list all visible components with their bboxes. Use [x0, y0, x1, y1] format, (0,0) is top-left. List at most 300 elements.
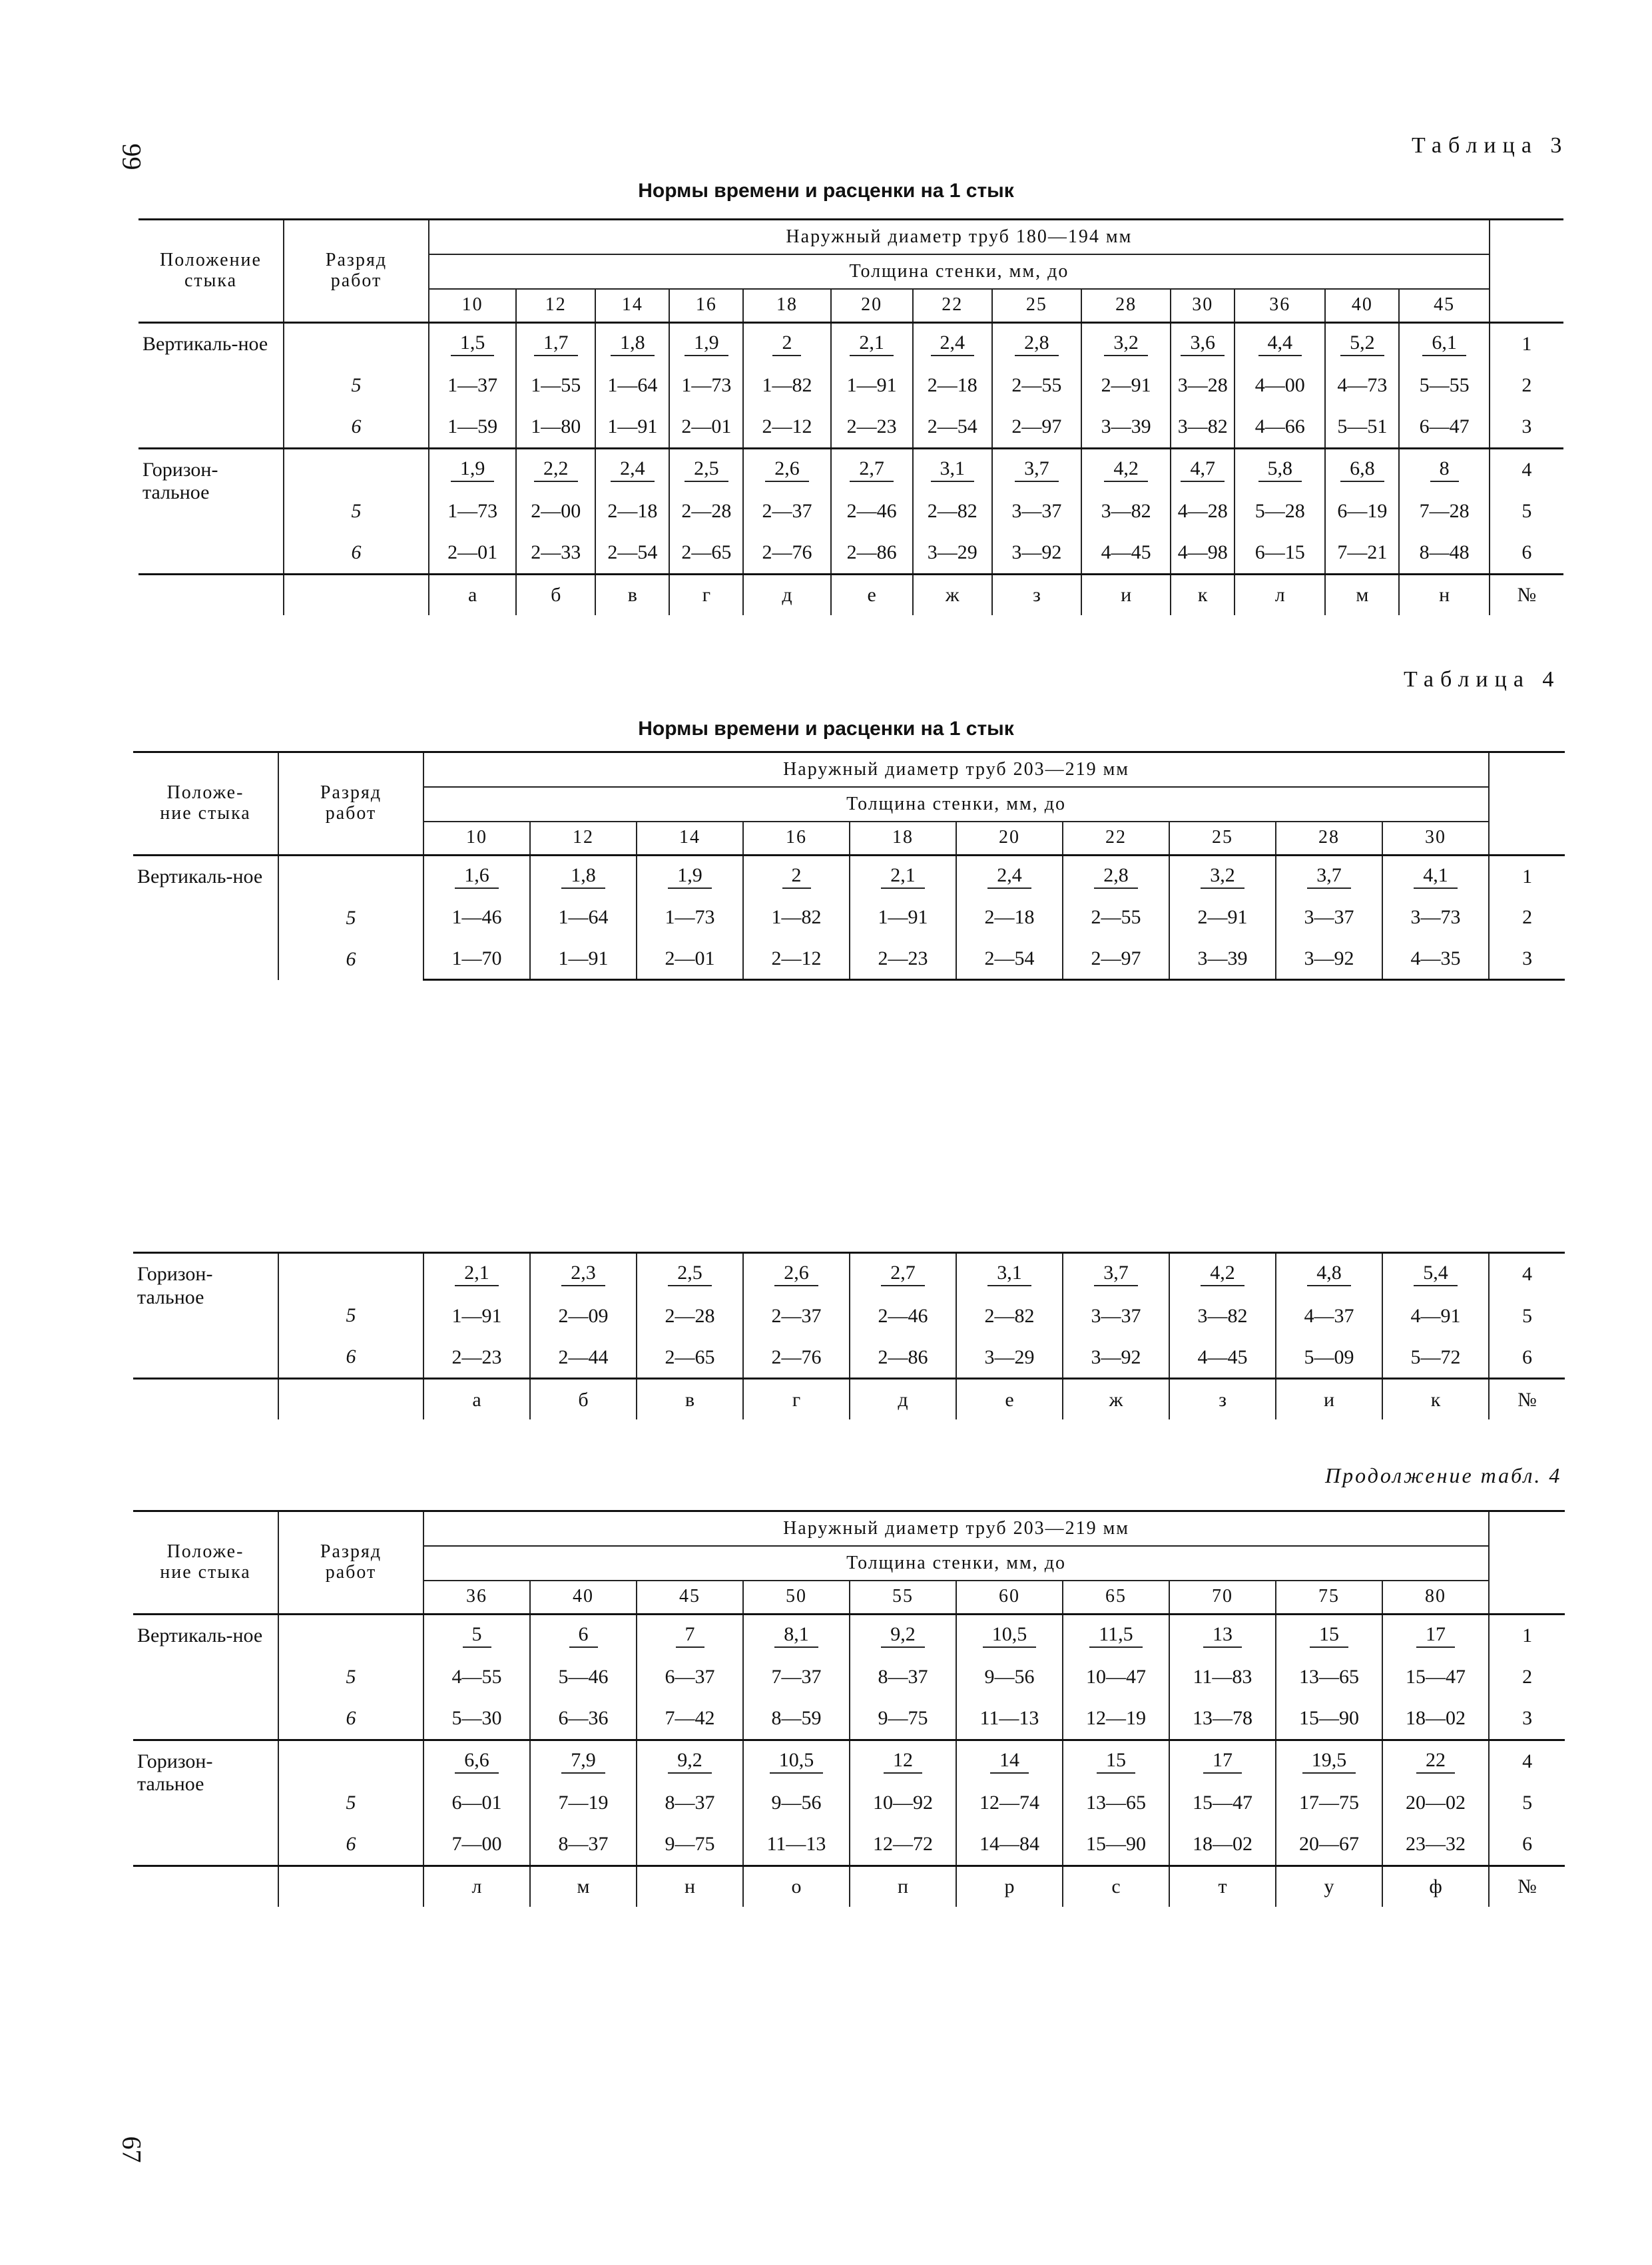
cell-value: 6—15	[1254, 541, 1305, 564]
cell-value: 2—54	[984, 947, 1035, 969]
value-cell	[637, 855, 743, 897]
cell-value: 11—13	[979, 1707, 1039, 1730]
value-cell	[1235, 490, 1325, 532]
rank-value: 6	[351, 415, 362, 437]
value-cell	[1171, 322, 1235, 364]
value-cell	[637, 1614, 743, 1656]
cell-value: 4—73	[1337, 374, 1388, 396]
cell-value: 1,9	[685, 332, 728, 356]
cell-value: 1—91	[607, 415, 658, 438]
table-row	[133, 1740, 1565, 1782]
value-cell	[1081, 322, 1171, 364]
value-cell	[1063, 1740, 1169, 1782]
table-3	[138, 218, 1563, 615]
value-cell	[1325, 448, 1399, 490]
value-cell	[831, 532, 913, 574]
value-cell	[743, 1614, 850, 1656]
cell-value: 2,8	[1094, 864, 1138, 889]
value-cell	[1169, 938, 1276, 980]
cell-value: 5,8	[1258, 457, 1302, 482]
cell-value: 13	[1203, 1623, 1242, 1648]
cell-value: 7—19	[558, 1792, 609, 1814]
thickness-column: 75	[1276, 1581, 1382, 1614]
value-cell	[429, 406, 516, 448]
rank-cell	[278, 1614, 423, 1740]
cell-value: 1—82	[771, 906, 822, 929]
value-cell	[1081, 406, 1171, 448]
thickness-column: 45	[637, 1581, 743, 1614]
row-number: 2	[1489, 1656, 1565, 1698]
cell-value: 2,4	[611, 457, 655, 482]
cell-value: 12—74	[979, 1792, 1039, 1814]
row-number: 6	[1489, 1337, 1565, 1379]
cell-value: 2—18	[927, 374, 977, 396]
cell-value: 18—02	[1193, 1833, 1252, 1856]
cell-value: 2,8	[1015, 332, 1059, 356]
value-cell	[1169, 1253, 1276, 1295]
cell-value: 23—32	[1406, 1833, 1466, 1856]
cell-value: 3,1	[931, 457, 975, 482]
value-cell	[423, 1337, 530, 1379]
cell-value: 4,2	[1201, 1262, 1244, 1286]
cell-value: 8—48	[1419, 541, 1470, 564]
cell-value: 2—37	[762, 500, 812, 522]
value-cell	[1276, 1253, 1382, 1295]
cell-value: 13—65	[1299, 1666, 1359, 1688]
cell-value: 7—28	[1419, 500, 1470, 522]
value-cell	[1325, 364, 1399, 406]
cell-value: 8—59	[771, 1707, 822, 1730]
row-number: 3	[1489, 1698, 1565, 1740]
thickness-column: 50	[743, 1581, 850, 1614]
cell-value: 7—42	[665, 1707, 715, 1730]
cell-value: 5—46	[558, 1666, 609, 1688]
table-4-continuation	[133, 1510, 1565, 1907]
thickness-column: 55	[850, 1581, 956, 1614]
value-cell	[1382, 938, 1489, 980]
column-letter: з	[1169, 1379, 1276, 1420]
value-cell	[1169, 1698, 1276, 1740]
header-diameter: Наружный диаметр труб 203—219 мм	[423, 1511, 1489, 1547]
cell-value: 2—76	[771, 1346, 822, 1368]
thickness-column: 14	[595, 289, 669, 322]
value-cell	[992, 406, 1081, 448]
value-cell	[1325, 490, 1399, 532]
value-cell	[1081, 448, 1171, 490]
value-cell	[669, 406, 743, 448]
cell-value: 1—82	[762, 374, 812, 396]
cell-value: 1—91	[451, 1304, 502, 1327]
cell-value: 7—21	[1337, 541, 1388, 564]
cell-value: 2,4	[987, 864, 1031, 889]
column-letter: у	[1276, 1866, 1382, 1907]
letters-blank	[278, 1379, 423, 1420]
cell-value: 3—92	[1091, 1346, 1141, 1368]
column-letter: в	[595, 574, 669, 615]
cell-value: 1—70	[451, 947, 502, 969]
row-number: 5	[1489, 1295, 1565, 1337]
rank-value: 5	[346, 1665, 356, 1688]
value-cell	[956, 855, 1063, 897]
table-4-horizontal-body	[133, 1253, 1565, 1379]
cell-value: 1—55	[531, 374, 581, 396]
cell-value: 15—47	[1193, 1792, 1252, 1814]
value-cell	[1382, 1614, 1489, 1656]
header-thickness: Толщина стенки, мм, до	[423, 787, 1489, 822]
cell-value: 12	[884, 1749, 922, 1774]
row-number: 5	[1490, 490, 1563, 532]
value-cell	[1171, 448, 1235, 490]
cell-value: 5—51	[1337, 415, 1388, 438]
rank-value	[279, 1741, 423, 1782]
value-cell	[1063, 1337, 1169, 1379]
value-cell	[1235, 364, 1325, 406]
cell-value: 2—97	[1091, 947, 1141, 969]
cell-value: 4—45	[1101, 541, 1151, 564]
column-letter: в	[637, 1379, 743, 1420]
value-cell	[530, 1614, 637, 1656]
continuation-label: Продолжение табл. 4	[1325, 1463, 1562, 1487]
cell-value: 3—29	[984, 1346, 1035, 1368]
value-cell	[743, 490, 830, 532]
thickness-column: 45	[1399, 289, 1489, 322]
row-number: 5	[1489, 1782, 1565, 1824]
cell-value: 2—97	[1011, 415, 1062, 438]
value-cell	[669, 490, 743, 532]
thickness-column: 80	[1382, 1581, 1489, 1614]
value-cell	[1382, 1253, 1489, 1295]
cell-value: 4—00	[1254, 374, 1305, 396]
cell-value: 2—65	[681, 541, 732, 564]
table-3-body	[138, 322, 1563, 574]
value-cell	[743, 897, 850, 939]
cell-value: 9—75	[665, 1833, 715, 1856]
value-cell	[516, 532, 595, 574]
value-cell	[423, 1698, 530, 1740]
header-thickness: Толщина стенки, мм, до	[429, 254, 1490, 289]
value-cell	[743, 364, 830, 406]
cell-value: 3,7	[1015, 457, 1059, 482]
thickness-column: 65	[1063, 1581, 1169, 1614]
cell-value: 8—37	[665, 1792, 715, 1814]
value-cell	[1169, 1782, 1276, 1824]
cell-value: 3,7	[1307, 864, 1351, 889]
column-letter: г	[743, 1379, 850, 1420]
value-cell	[850, 1698, 956, 1740]
rank-value	[284, 449, 428, 491]
column-letter: а	[423, 1379, 530, 1420]
value-cell	[743, 532, 830, 574]
value-cell	[1399, 406, 1489, 448]
value-cell	[743, 1337, 850, 1379]
value-cell	[595, 322, 669, 364]
column-letter: и	[1276, 1379, 1382, 1420]
row-number: 6	[1490, 532, 1563, 574]
value-cell	[595, 532, 669, 574]
value-cell	[850, 1295, 956, 1337]
column-letter: ф	[1382, 1866, 1489, 1907]
cell-value: 2—54	[927, 415, 977, 438]
cell-value: 20—67	[1299, 1833, 1359, 1856]
position-cell: Горизон-тальное	[133, 1253, 278, 1379]
value-cell	[423, 1614, 530, 1656]
rank-value: 6	[346, 1706, 356, 1729]
cell-value: 6—01	[451, 1792, 502, 1814]
cell-value: 4,1	[1414, 864, 1458, 889]
letters-blank	[138, 574, 284, 615]
cell-value: 2—00	[531, 500, 581, 522]
cell-value: 18—02	[1406, 1707, 1466, 1730]
value-cell	[1276, 1698, 1382, 1740]
cell-value: 2—23	[878, 947, 928, 969]
value-cell	[913, 532, 992, 574]
value-cell	[1382, 1295, 1489, 1337]
value-cell	[1399, 490, 1489, 532]
value-cell	[530, 855, 637, 897]
cell-value: 2,5	[685, 457, 728, 482]
cell-value: 1—73	[665, 906, 715, 929]
thickness-column: 16	[669, 289, 743, 322]
value-cell	[956, 1253, 1063, 1295]
cell-value: 5,4	[1414, 1262, 1458, 1286]
cell-value: 2,3	[561, 1262, 605, 1286]
cell-value: 2—18	[607, 500, 658, 522]
thickness-column: 12	[530, 822, 637, 855]
value-cell	[1382, 1824, 1489, 1866]
value-cell	[956, 938, 1063, 980]
cell-value: 3—29	[927, 541, 977, 564]
value-cell	[1325, 532, 1399, 574]
value-cell	[992, 322, 1081, 364]
cell-value: 3—37	[1011, 500, 1062, 522]
value-cell	[669, 364, 743, 406]
thickness-column: 28	[1276, 822, 1382, 855]
cell-value: 7—00	[451, 1833, 502, 1856]
value-cell	[1276, 1614, 1382, 1656]
column-letter: б	[530, 1379, 637, 1420]
value-cell	[637, 938, 743, 980]
value-cell	[1169, 1295, 1276, 1337]
column-letter: м	[1325, 574, 1399, 615]
cell-value: 2,2	[534, 457, 578, 482]
value-cell	[423, 1295, 530, 1337]
cell-value: 2—46	[846, 500, 897, 522]
rank-value	[279, 856, 423, 897]
value-cell	[1169, 897, 1276, 939]
cell-value: 4—28	[1177, 500, 1228, 522]
value-cell	[1063, 1656, 1169, 1698]
thickness-column: 40	[1325, 289, 1399, 322]
number-label: №	[1490, 574, 1563, 615]
cell-value: 10,5	[770, 1749, 824, 1774]
value-cell	[850, 938, 956, 980]
position-cell: Горизон-тальное	[133, 1740, 278, 1866]
header-num-blank	[1489, 752, 1565, 856]
cell-value: 6—47	[1419, 415, 1470, 438]
value-cell	[1325, 322, 1399, 364]
value-cell	[956, 897, 1063, 939]
value-cell	[637, 897, 743, 939]
value-cell	[1399, 448, 1489, 490]
table-4-continuation-body	[133, 1614, 1565, 1866]
cell-value: 2—12	[771, 947, 822, 969]
letters-blank	[133, 1379, 278, 1420]
value-cell	[637, 1698, 743, 1740]
cell-value: 15	[1097, 1749, 1135, 1774]
value-cell	[1235, 532, 1325, 574]
cell-value: 1—80	[531, 415, 581, 438]
page-number-bottom: 67	[117, 2136, 147, 2163]
cell-value: 2—82	[927, 500, 977, 522]
value-cell	[530, 897, 637, 939]
column-letter: т	[1169, 1866, 1276, 1907]
cell-value: 1—73	[447, 500, 498, 522]
cell-value: 2—01	[681, 415, 732, 438]
value-cell	[530, 1295, 637, 1337]
value-cell	[1171, 490, 1235, 532]
value-cell	[1382, 1337, 1489, 1379]
row-number: 4	[1489, 1253, 1565, 1295]
value-cell	[1276, 1824, 1382, 1866]
cell-value: 14	[990, 1749, 1029, 1774]
thickness-column: 30	[1171, 289, 1235, 322]
cell-value: 2—54	[607, 541, 658, 564]
value-cell	[1276, 1782, 1382, 1824]
rank-stack	[279, 856, 423, 980]
value-cell	[637, 1295, 743, 1337]
rank-stack	[279, 1254, 423, 1378]
cell-value: 2—09	[558, 1304, 609, 1327]
column-letter: ж	[913, 574, 992, 615]
cell-value: 6,1	[1422, 332, 1466, 356]
row-number: 4	[1489, 1740, 1565, 1782]
value-cell	[1399, 322, 1489, 364]
cell-value: 2,1	[850, 332, 894, 356]
value-cell	[423, 1656, 530, 1698]
cell-value: 7,9	[561, 1749, 605, 1774]
value-cell	[530, 1656, 637, 1698]
value-cell	[530, 1698, 637, 1740]
table-row	[138, 448, 1563, 490]
value-cell	[516, 406, 595, 448]
row-number: 4	[1490, 448, 1563, 490]
cell-value: 5—28	[1254, 500, 1305, 522]
table-4-horizontal	[133, 1252, 1565, 1419]
header-thickness: Толщина стенки, мм, до	[423, 1546, 1489, 1581]
value-cell	[956, 1295, 1063, 1337]
value-cell	[992, 448, 1081, 490]
table-4	[133, 751, 1565, 981]
value-cell	[850, 1824, 956, 1866]
cell-value: 8—37	[558, 1833, 609, 1856]
number-label: №	[1489, 1379, 1565, 1420]
thickness-column: 25	[1169, 822, 1276, 855]
rank-cell	[278, 1740, 423, 1866]
rank-cell	[278, 855, 423, 980]
thickness-column: 20	[831, 289, 913, 322]
value-cell	[669, 532, 743, 574]
cell-value: 6—37	[665, 1666, 715, 1688]
value-cell	[1063, 1614, 1169, 1656]
column-letter: г	[669, 574, 743, 615]
value-cell	[743, 448, 830, 490]
value-cell	[530, 938, 637, 980]
value-cell	[913, 448, 992, 490]
cell-value: 1,9	[451, 457, 495, 482]
cell-value: 4,8	[1307, 1262, 1351, 1286]
value-cell	[743, 1824, 850, 1866]
cell-value: 6	[569, 1623, 598, 1648]
value-cell	[429, 448, 516, 490]
rank-value: 6	[346, 947, 356, 970]
thickness-column: 30	[1382, 822, 1489, 855]
column-letters	[138, 574, 1563, 615]
number-label: №	[1489, 1866, 1565, 1907]
value-cell	[429, 364, 516, 406]
rank-cell	[284, 322, 429, 448]
thickness-column: 18	[850, 822, 956, 855]
cell-value: 9,2	[668, 1749, 712, 1774]
cell-value: 4,2	[1104, 457, 1148, 482]
thickness-column: 22	[1063, 822, 1169, 855]
value-cell	[743, 1740, 850, 1782]
cell-value: 4,7	[1181, 457, 1225, 482]
rank-stack	[284, 449, 428, 573]
value-cell	[850, 1614, 956, 1656]
value-cell	[1169, 1337, 1276, 1379]
value-cell	[1325, 406, 1399, 448]
table-row	[138, 322, 1563, 364]
rank-cell	[278, 1253, 423, 1379]
rank-value	[279, 1254, 423, 1295]
rank-value: 5	[351, 374, 362, 396]
column-letter: б	[516, 574, 595, 615]
value-cell	[530, 1740, 637, 1782]
cell-value: 3—82	[1197, 1304, 1248, 1327]
cell-value: 3—37	[1304, 906, 1354, 929]
rank-value: 6	[346, 1346, 356, 1368]
thickness-column: 28	[1081, 289, 1171, 322]
value-cell	[423, 1740, 530, 1782]
cell-value: 2,4	[931, 332, 975, 356]
value-cell	[913, 406, 992, 448]
cell-value: 5,2	[1340, 332, 1384, 356]
rank-value: 5	[346, 1791, 356, 1814]
cell-value: 2—55	[1011, 374, 1062, 396]
cell-value: 3,7	[1094, 1262, 1138, 1286]
cell-value: 1—91	[846, 374, 897, 396]
cell-value: 1—59	[447, 415, 498, 438]
cell-value: 6—36	[558, 1707, 609, 1730]
value-cell	[831, 490, 913, 532]
column-letters	[133, 1866, 1565, 1907]
row-number: 1	[1489, 855, 1565, 897]
cell-value: 2—28	[681, 500, 732, 522]
cell-value: 11—83	[1193, 1666, 1252, 1688]
value-cell	[1276, 897, 1382, 939]
value-cell	[831, 406, 913, 448]
cell-value: 3—39	[1197, 947, 1248, 969]
value-cell	[850, 1656, 956, 1698]
cell-value: 6,8	[1340, 457, 1384, 482]
row-number: 2	[1490, 364, 1563, 406]
value-cell	[913, 490, 992, 532]
value-cell	[1169, 855, 1276, 897]
cell-value: 2—37	[771, 1304, 822, 1327]
value-cell	[1235, 406, 1325, 448]
column-letter: с	[1063, 1866, 1169, 1907]
rank-cell	[284, 448, 429, 574]
